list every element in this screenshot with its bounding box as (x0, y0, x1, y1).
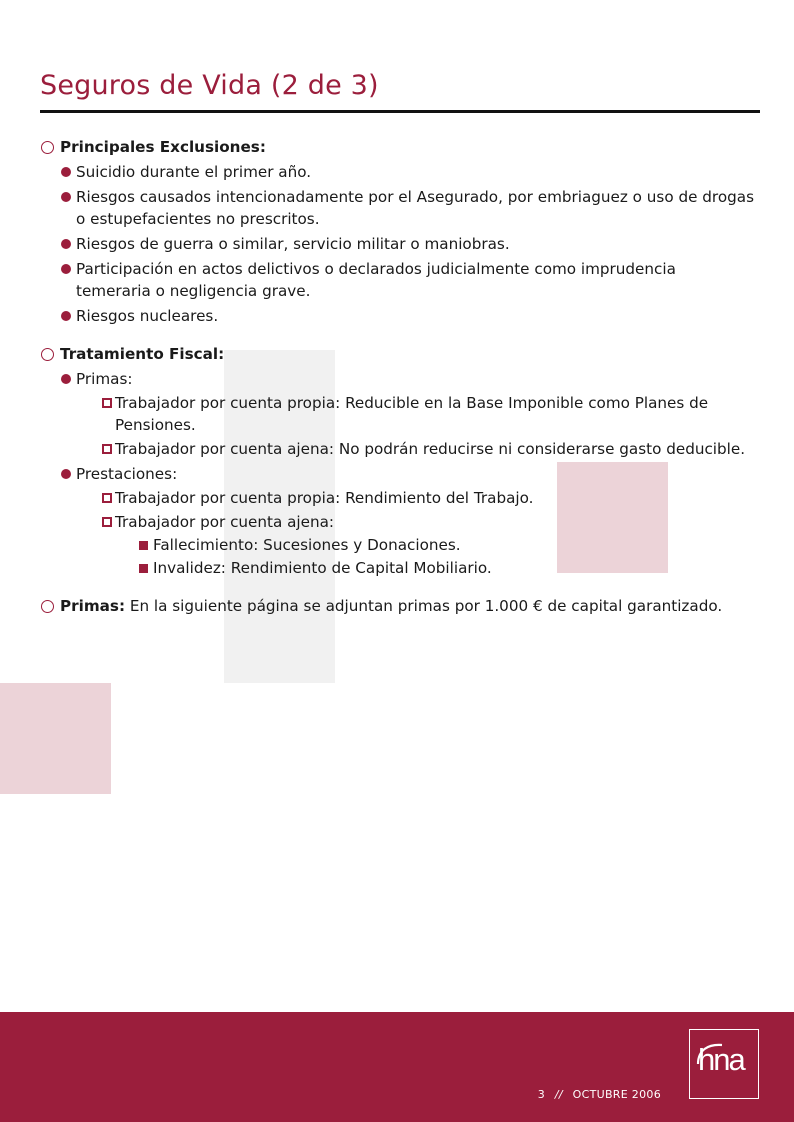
footer-band (0, 1012, 794, 1122)
section-heading: Principales Exclusiones: (60, 138, 266, 156)
list-item-text: Prestaciones: (76, 465, 178, 483)
section-tratamiento-fiscal (40, 343, 755, 365)
footer-separator: // (554, 1088, 563, 1101)
open-circle-bullet-icon (41, 141, 54, 154)
sub-list-item-text: Trabajador por cuenta ajena: (115, 513, 335, 531)
filled-square-bullet-icon (139, 564, 148, 573)
list-item (40, 305, 755, 327)
filled-circle-bullet-icon (61, 264, 71, 274)
filled-circle-bullet-icon (61, 469, 71, 479)
open-circle-bullet-icon (41, 600, 54, 613)
list-item (40, 186, 755, 230)
sub-list-item (40, 438, 755, 460)
section-exclusiones (40, 136, 755, 158)
list-item (40, 161, 755, 183)
sub-list-item (40, 511, 755, 533)
sub-sub-list-item-text: Fallecimiento: Sucesiones y Donaciones. (153, 536, 461, 554)
filled-circle-bullet-icon (61, 311, 71, 321)
section-heading: Primas: (60, 597, 126, 615)
footer-page-info (538, 1088, 661, 1101)
list-item-text: Suicidio durante el primer año. (76, 163, 312, 181)
square-outline-bullet-icon (102, 493, 112, 503)
square-outline-bullet-icon (102, 398, 112, 408)
decorative-pink-block-left (0, 683, 111, 794)
section-body-text: En la siguiente página se adjuntan primas por 1.000 € de capital garantizado. (129, 597, 723, 615)
sub-list-item (40, 487, 755, 509)
section-primas (40, 595, 755, 617)
square-outline-bullet-icon (102, 444, 112, 454)
list-item (40, 233, 755, 255)
filled-square-bullet-icon (139, 541, 148, 550)
list-item-text: Riesgos de guerra o similar, servicio militar o maniobras. (76, 235, 510, 253)
square-outline-bullet-icon (102, 517, 112, 527)
section-paragraph (60, 595, 755, 617)
content-body (40, 136, 755, 617)
list-item-text: Riesgos causados intencionadamente por el Asegurado, por embriaguez o uso de drogas o estupefacientes no prescritos. (76, 188, 754, 228)
list-item-text: Riesgos nucleares. (76, 307, 219, 325)
list-item-prestaciones (40, 463, 755, 485)
sub-sub-list-item (40, 557, 755, 579)
filled-circle-bullet-icon (61, 374, 71, 384)
hna-logo (689, 1029, 759, 1099)
sub-list-item-text: Trabajador por cuenta propia: Rendimiento del Trabajo. (115, 489, 534, 507)
list-item-text: Participación en actos delictivos o declarados judicialmente como imprudencia temeraria o negligencia grave. (76, 260, 676, 300)
sub-list-item-text: Trabajador por cuenta ajena: No podrán reducirse ni considerarse gasto deducible. (115, 440, 746, 458)
filled-circle-bullet-icon (61, 192, 71, 202)
list-item-primas (40, 368, 755, 390)
page-number: 3 (537, 1088, 546, 1101)
title-divider (40, 110, 760, 113)
filled-circle-bullet-icon (61, 239, 71, 249)
section-heading: Tratamiento Fiscal: (60, 345, 225, 363)
list-item-text: Primas: (76, 370, 133, 388)
filled-circle-bullet-icon (61, 167, 71, 177)
page-title: Seguros de Vida (2 de 3) (40, 70, 379, 101)
sub-list-item (40, 392, 755, 436)
footer-date: OCTUBRE 2006 (572, 1088, 661, 1101)
sub-sub-list-item (40, 534, 755, 556)
list-item (40, 258, 755, 302)
logo-text: hna (698, 1042, 744, 1077)
open-circle-bullet-icon (41, 348, 54, 361)
sub-sub-list-item-text: Invalidez: Rendimiento de Capital Mobiliario. (153, 559, 492, 577)
sub-list-item-text: Trabajador por cuenta propia: Reducible en la Base Imponible como Planes de Pensiones. (115, 394, 709, 434)
